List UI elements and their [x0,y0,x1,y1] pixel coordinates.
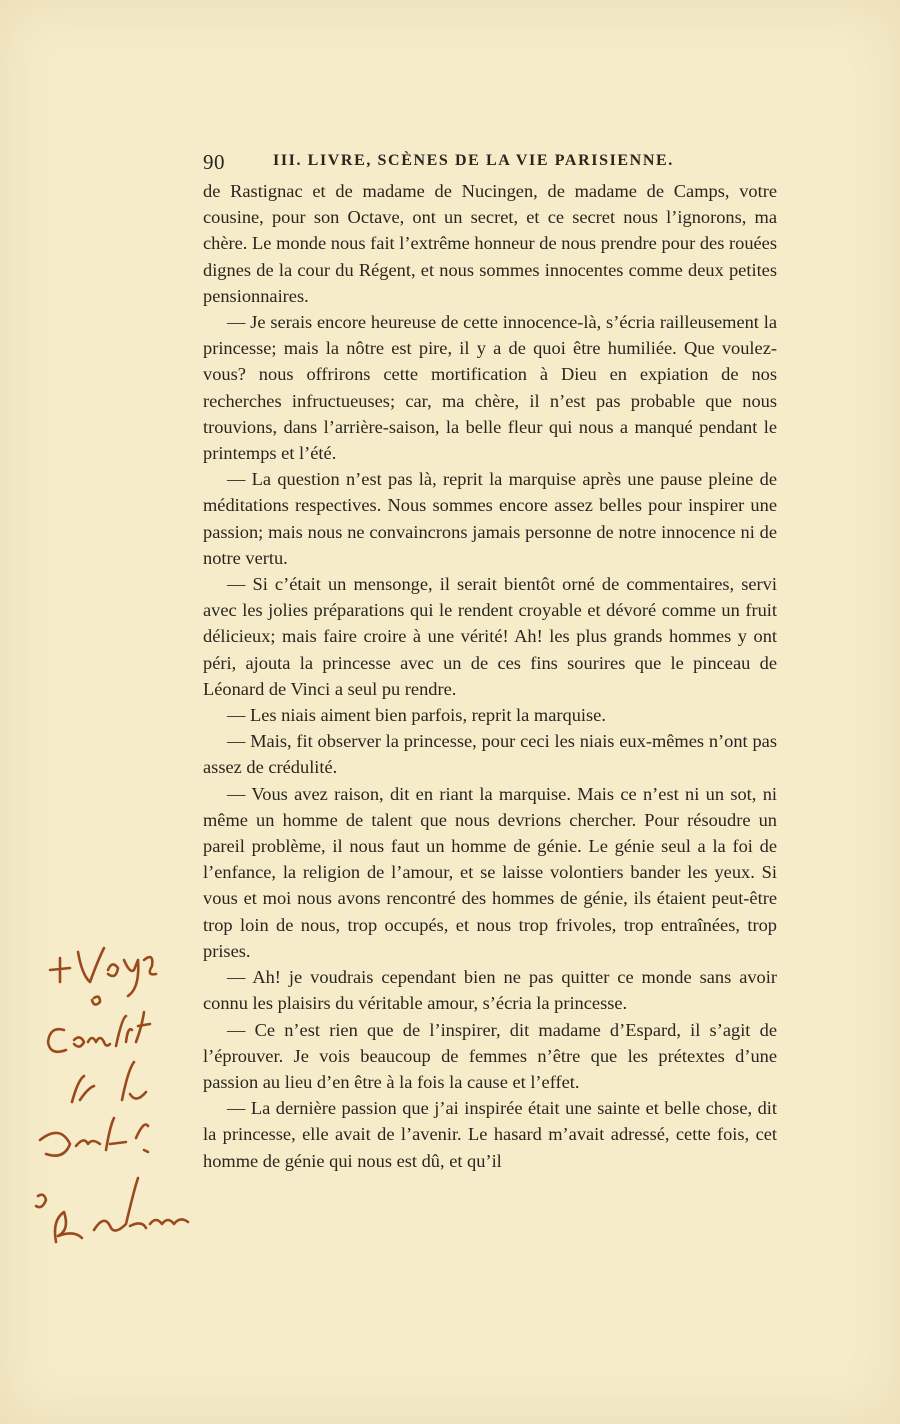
paragraph: — La dernière passion que j’ai inspirée était une sainte et belle chose, dit la princesse, elle avait de l’avenir. Le hasard m’avait adressé, cette fois, cet homme de génie qui nous est dû, et qu’il [203,1098,777,1171]
handwriting-scribble [30,930,205,1260]
page-header [203,150,783,176]
paragraph: — Les niais aiment bien parfois, reprit la marquise. [227,705,606,726]
handwritten-margin-note [30,930,205,1260]
running-head: III. LIVRE, SCÈNES DE LA VIE PARISIENNE. [273,152,674,169]
paragraph: — Mais, fit observer la princesse, pour ceci les niais eux-mêmes n’ont pas assez de crédulité. [203,731,777,778]
paragraph: de Rastignac et de madame de Nucingen, de madame de Camps, votre cousine, pour son Octave, ont un secret, et ce secret nous l’ignorons, ma chère. Le monde nous fait l’extrême honneur de nous prendre pour des rouées dignes de la cour du Régent, et nous sommes innocentes comme deux petites pensionnaires. [203,181,777,306]
paragraph: — Ah! je voudrais cependant bien ne pas quitter ce monde sans avoir connu les plaisirs du véritable amour, s’écria la princesse. [203,967,777,1014]
paragraph: — Vous avez raison, dit en riant la marquise. Mais ce n’est ni un sot, ni même un homme de talent que nous devrions chercher. Pour résoudre un pareil problème, il nous faut un homme de génie. Le génie seul a la foi de l’enfance, la religion de l’amour, et se laisse volontiers bander les yeux. Si vous et moi nous avons rencontré des hommes de génie, ils étaient peut-être trop loin de nous, trop occupés, et nous trop frivoles, trop entraînées, trop prises. [203,783,777,961]
paragraph: — Si c’était un mensonge, il serait bientôt orné de commentaires, servi avec les jolies préparations qui le rendent croyable et dévoré comme un fruit délicieux; mais faire croire à une vérité! Ah! les plus grands hommes y ont péri, ajouta la princesse avec un de ces fins sourires que le pinceau de Léonard de Vinci a seul pu rendre. [203,574,777,699]
paragraph: — La question n’est pas là, reprit la marquise après une pause pleine de méditations respectives. Nous sommes encore assez belles pour inspirer une passion; mais nous ne convaincrons jamais personne de notre innocence ni de notre vertu. [203,469,777,568]
paragraph: — Je serais encore heureuse de cette innocence-là, s’écria railleusement la princesse; mais la nôtre est pire, il y a de quoi être humiliée. Que voulez-vous? nous offrirons cette mortification à Dieu en expiation de nos recherches infructueuses; car, ma chère, il n’est pas probable que nous trouvions, dans l’arrière-saison, la belle fleur qui nous a manqué pendant le printemps et l’été. [203,312,777,464]
page-number: 90 [203,150,225,174]
paragraph: — Ce n’est rien que de l’inspirer, dit madame d’Espard, il s’agit de l’éprouver. Je vois beaucoup de femmes n’être que les prétextes d’une passion au lieu d’en être à la fois la cause et l’effet. [203,1019,777,1092]
body-text [203,178,777,1174]
